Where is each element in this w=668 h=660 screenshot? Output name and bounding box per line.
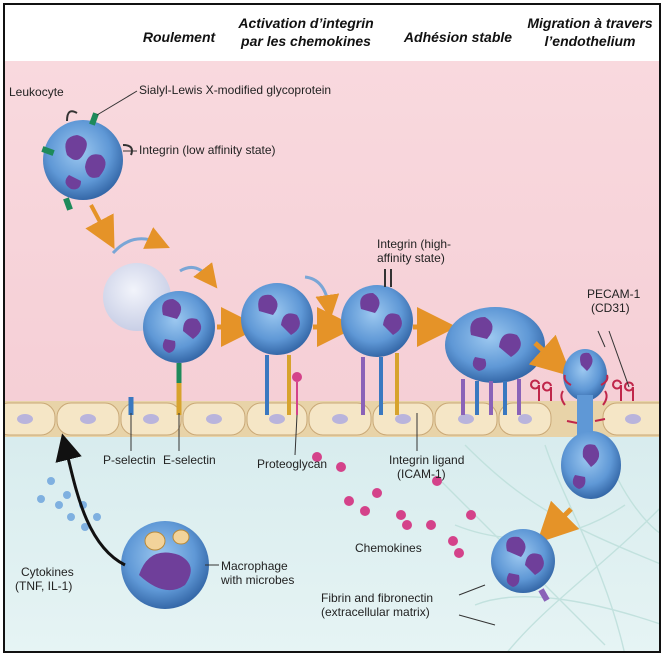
diagram-art bbox=[5, 5, 661, 653]
label-sialyl: Sialyl-Lewis X-modified glycoprotein bbox=[139, 83, 332, 97]
label-e-selectin: E-selectin bbox=[163, 453, 216, 467]
label-leukocyte: Leukocyte bbox=[9, 85, 64, 99]
label-cytokines-2: (TNF, IL-1) bbox=[15, 579, 73, 593]
label-fibrin-2: (extracellular matrix) bbox=[321, 605, 430, 619]
label-integrin-low: Integrin (low affinity state) bbox=[139, 143, 276, 157]
stage-adhesion-title: Adhésion stable bbox=[403, 29, 513, 45]
stage-migration-title-1: Migration à travers bbox=[527, 15, 653, 31]
label-fibrin-1: Fibrin and fibronectin bbox=[321, 591, 434, 605]
stage-rolling-title: Roulement bbox=[142, 29, 216, 45]
macrophage bbox=[121, 521, 209, 609]
label-integrin-ligand-2: (ICAM-1) bbox=[397, 467, 446, 481]
label-pecam-2: (CD31) bbox=[591, 301, 630, 315]
stage-migration-title-2: l’endothelium bbox=[544, 33, 636, 49]
diagram-frame bbox=[3, 3, 661, 653]
label-integrin-high-1: Integrin (high- bbox=[377, 237, 452, 251]
stage-activation-title-2: par les chemokines bbox=[241, 33, 371, 49]
label-integrin-ligand-1: Integrin ligand bbox=[389, 453, 465, 467]
label-proteoglycan: Proteoglycan bbox=[257, 457, 328, 471]
label-chemokines: Chemokines bbox=[355, 541, 422, 555]
label-cytokines-1: Cytokines bbox=[21, 565, 74, 579]
label-p-selectin: P-selectin bbox=[103, 453, 156, 467]
label-macrophage-2: with microbes bbox=[221, 573, 295, 587]
stage-activation-title-1: Activation d’integrin bbox=[238, 15, 374, 31]
label-integrin-high-2: affinity state) bbox=[377, 251, 445, 265]
endothelium bbox=[5, 401, 661, 437]
label-pecam-1: PECAM-1 bbox=[587, 287, 641, 301]
label-macrophage-1: Macrophage bbox=[221, 559, 288, 573]
